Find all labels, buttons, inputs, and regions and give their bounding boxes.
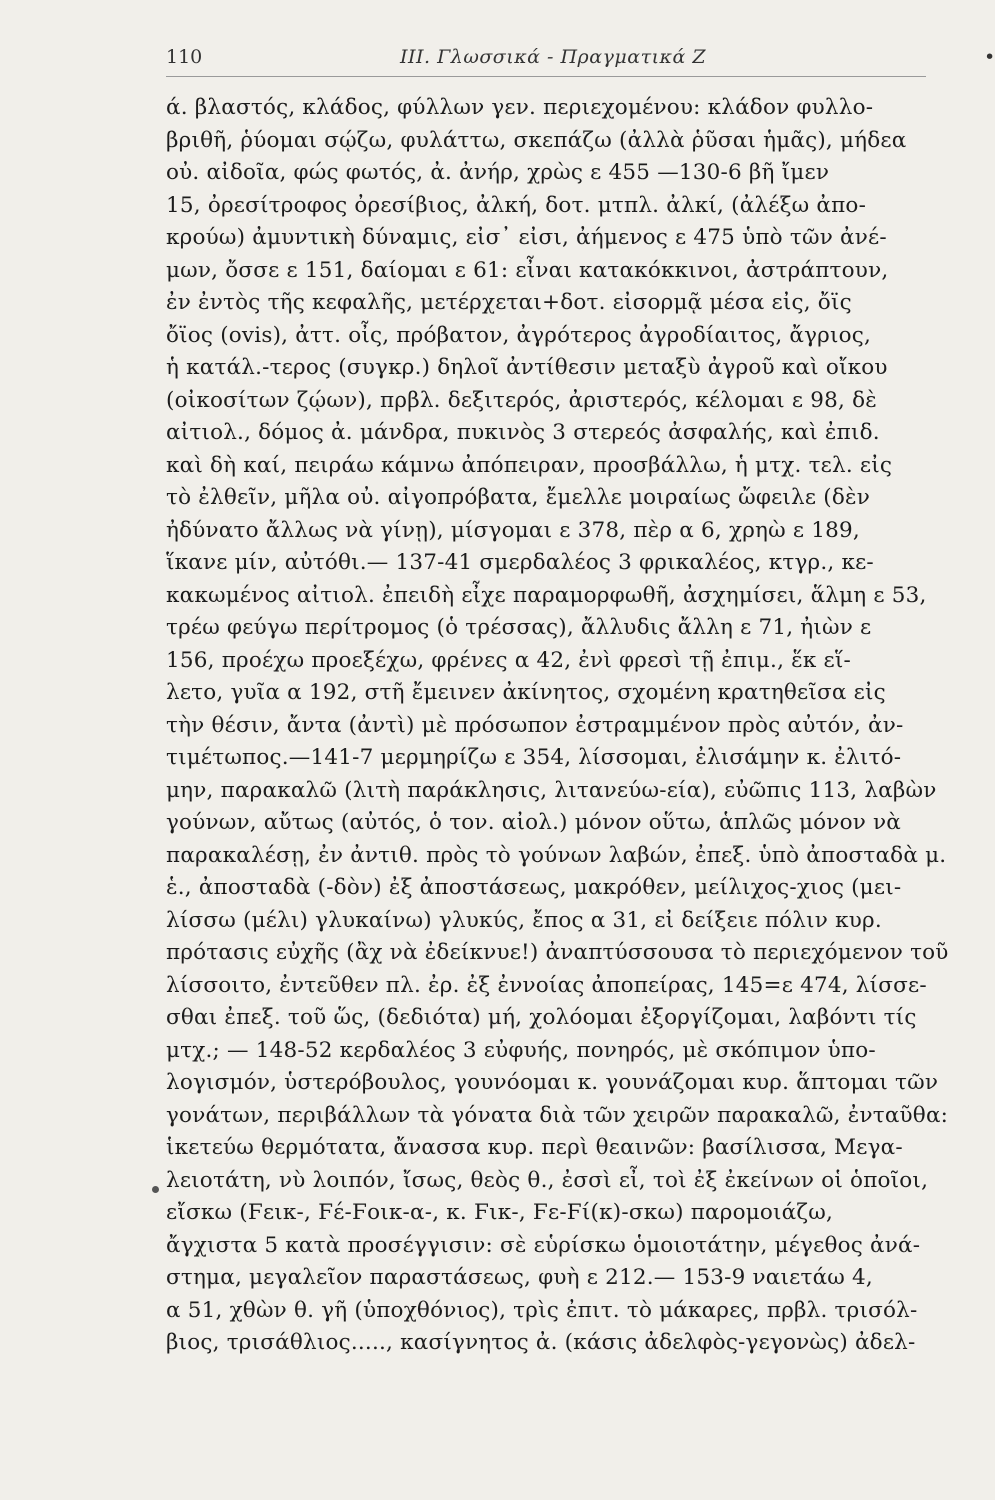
text-line: α 51, χθὼν θ. γῆ (ὑποχθόνιος), τρὶς ἐπιτ. τὸ μάκαρες, πρβλ. τρισόλ- [166,1297,918,1323]
text-line: ἵκανε μίν, αὐτόθι.— 137-41 σμερδαλέος 3 φρικαλέος, κτγρ., κε- [166,550,874,575]
text-line: κρούω) ἀμυντικὴ δύναμις, εἰσ᾿ εἰσι, ἀήμενος ε 475 ὑπὸ τῶν ἀνέ- [166,225,887,250]
page-number: 110 [166,46,203,68]
text-line: γονάτων, περιβάλλων τὰ γόνατα διὰ τῶν χειρῶν παρακαλῶ, ἐνταῦθα: [166,1102,949,1128]
text-line: λογισμόν, ὑστερόβουλος, γουνόομαι κ. γουνάζομαι κυρ. ἅπτομαι τῶν [166,1070,939,1095]
text-line: λίσσω (μέλι) γλυκαίνω) γλυκύς, ἔπος α 31, εἰ δείξειε πόλιν κυρ. [166,907,882,933]
text-line: ἑ., ἀποσταδὰ (-δὸν) ἐξ ἀποστάσεως, μακρόθεν, μείλιχος-χιος (μει- [166,875,902,900]
text-line: καὶ δὴ καί, πειράω κάμνω ἀπόπειραν, προσβάλλω, ἡ μτχ. τελ. εἰς [166,452,893,478]
text-line: ἠδύνατο ἄλλως νὰ γίνῃ), μίσγομαι ε 378, πὲρ α 6, χρηὼ ε 189, [166,517,860,543]
text-line: 156, προέχω προεξέχω, φρένες α 42, ἐνὶ φρεσὶ τῇ ἐπιμ., ἕκ εἵ- [166,647,851,673]
text-line: στημα, μεγαλεῖον παραστάσεως, φυὴ ε 212.— 153-9 ναιετάω 4, [166,1265,873,1290]
text-line: κακωμένος αἰτιολ. ἐπειδὴ εἶχε παραμορφωθῆ, ἀσχημίσει, ἅλμη ε 53, [166,582,927,608]
header-rule [166,76,926,77]
text-line: ἄγχιστα 5 κατὰ προσέγγισιν: σὲ εὑρίσκω ὁμοιοτάτην, μέγεθος ἀνά- [166,1232,921,1258]
text-line: μων, ὄσσε ε 151, δαίομαι ε 61: εἶναι κατακόκκινοι, ἀστράπτουν, [166,257,889,283]
text-line: ἐν ἐντὸς τῆς κεφαλῆς, μετέρχεται+δοτ. εἰσορμᾷ μέσα εἰς, ὄϊς [166,290,852,315]
text-line: τιμέτωπος.—141-7 μερμηρίζω ε 354, λίσσομαι, ἐλισάμην κ. ἐλιτό- [166,745,902,770]
text-line: ἡ κατάλ.-τερος (συγκρ.) δηλοῖ ἀντίθεσιν μεταξὺ ἀγροῦ καὶ οἴκου [166,355,888,380]
text-line: 15, ὀρεσίτροφος ὀρεσίβιος, ἀλκή, δοτ. μτπλ. ἀλκί, (ἀλέξω ἀπο- [166,192,867,218]
text-line: ά. βλαστός, κλάδος, φύλλων γεν. περιεχομένου: κλάδον φυλλο- [166,95,874,120]
text-line: λετο, γυῖα α 192, στῆ ἔμεινεν ἀκίνητος, σχομένη κρατηθεῖσα εἰς [166,680,886,705]
header-mark: • [984,46,995,68]
text-line: μτχ.; — 148-52 κερδαλέος 3 εὐφυής, πονηρός, μὲ σκόπιμον ὑπο- [166,1037,876,1063]
text-line: τὴν θέσιν, ἄντα (ἀντὶ) μὲ πρόσωπον ἐστραμμένον πρὸς αὐτόν, ἀν- [166,712,904,738]
text-line: μην, παρακαλῶ (λιτὴ παράκλησις, λιτανεύω-εία), εὐῶπις 113, λαβὼν [166,777,937,803]
text-line: ὄϊος (ovis), ἀττ. οἶς, πρόβατον, ἀγρότερος ἀγροδίαιτος, ἄγριος, [166,322,872,348]
text-line: βιος, τρισάθλιος....., κασίγνητος ἀ. (κάσις ἀδελφὸς-γεγονὼς) ἀδελ- [166,1330,916,1355]
text-line: πρότασις εὐχῆς (ἂχ νὰ ἐδείκνυε!) ἀναπτύσσουσα τὸ περιεχόμενον τοῦ [166,940,949,965]
text-line: λειοτάτη, νὺ λοιπόν, ἴσως, θεὸς θ., ἐσσὶ εἶ, τοὶ ἐξ ἐκείνων οἱ ὁποῖοι, [166,1167,929,1193]
text-line: ἱκετεύω θερμότατα, ἄνασσα κυρ. περὶ θεαινῶν: βασίλισσα, Μεγα- [166,1135,903,1160]
running-title: III. Γλωσσικά - Πραγματικά Ζ [400,46,707,68]
text-line: τρέω φεύγω περίτρομος (ὁ τρέσσας), ἄλλυδις ἄλλη ε 71, ἠιὼν ε [166,615,872,640]
text-line: λίσσοιτο, ἐντεῦθεν πλ. ἐρ. ἐξ ἐννοίας ἀποπείρας, 145=ε 474, λίσσε- [166,972,927,998]
text-line: (οἰκοσίτων ζῴων), πρβλ. δεξιτερός, ἀριστερός, κέλομαι ε 98, δὲ [166,387,877,413]
page-header [166,46,995,76]
text-line: αἰτιολ., δόμος ἀ. μάνδρα, πυκινὸς 3 στερεός ἀσφαλής, καὶ ἐπιδ. [166,420,880,445]
margin-dot [152,1186,159,1193]
text-line: παρακαλέσῃ, ἐν ἀντιθ. πρὸς τὸ γούνων λαβών, ἐπεξ. ὑπὸ ἀποσταδὰ μ. [166,842,947,868]
text-line: σθαι ἐπεξ. τοῦ ὥς, (δεδιότα) μή, χολόομαι ἐξοργίζομαι, λαβόντι τίς [166,1005,917,1030]
text-line: τὸ ἐλθεῖν, μῆλα οὐ. αἰγοπρόβατα, ἔμελλε μοιραίως ὤφειλε (δὲν [166,485,870,510]
text-line: εἴσκω (Ϝεικ-, Ϝέ-Ϝοικ-α-, κ. Ϝικ-, Ϝε-Ϝί(κ)-σκω) παρομοιάζω, [166,1200,834,1225]
text-line: οὐ. αἰδοῖα, φώς φωτός, ἀ. ἀνήρ, χρὼς ε 455 —130-6 βῆ ἴμεν [166,160,830,185]
text-line: βριθῆ, ῥύομαι σῴζω, φυλάττω, σκεπάζω (ἀλλὰ ῥῦσαι ἡμᾶς), μήδεα [166,127,907,153]
text-line: γούνων, αὔτως (αὐτός, ὁ τον. αἰολ.) μόνον οὕτω, ἁπλῶς μόνον νὰ [166,810,902,835]
commentary-text [166,92,949,1360]
